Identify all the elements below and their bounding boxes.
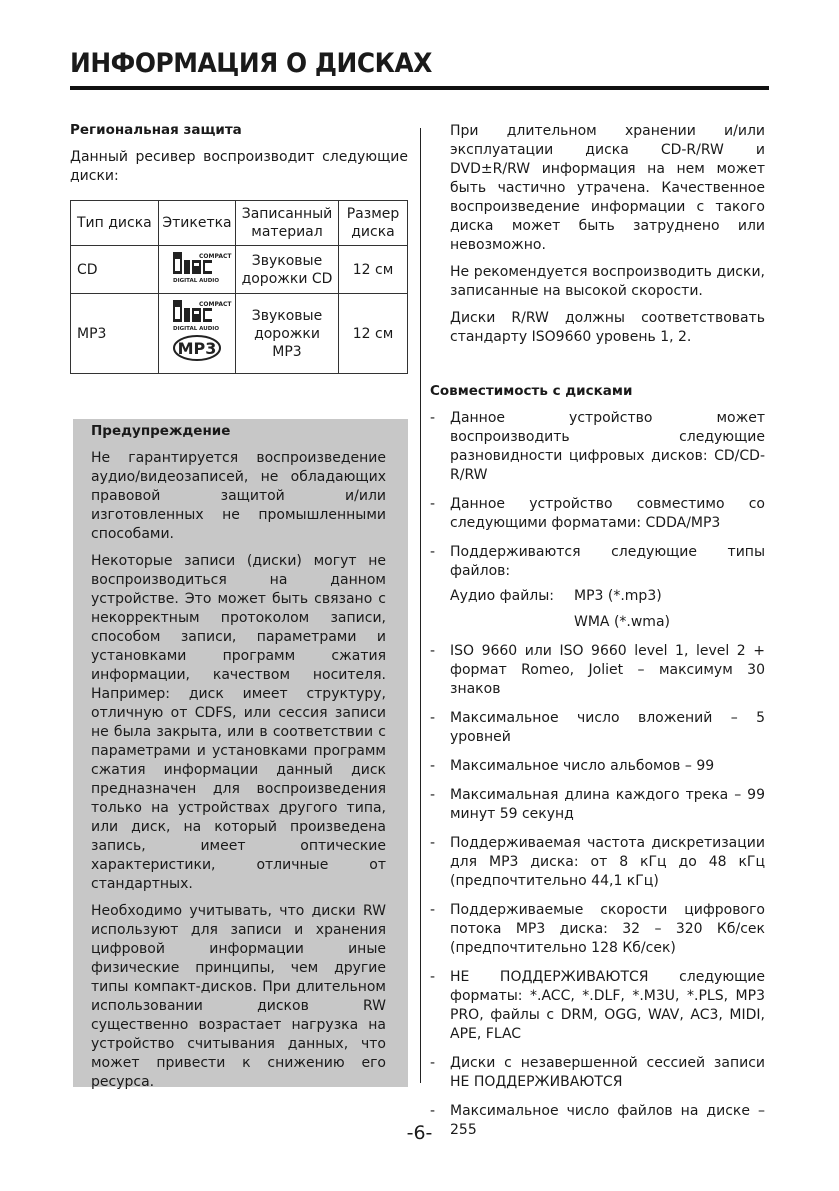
svg-text:DIGITAL AUDIO: DIGITAL AUDIO [173, 278, 220, 284]
column-divider [420, 128, 421, 1083]
cell-size: 12 см [339, 294, 408, 374]
list-item: - Данное устройство может воспроизводить следующие разновидности цифровых дисков: CD/CD-R/RW [430, 410, 765, 483]
list-item: - Поддерживаются следующие типы файлов: [430, 544, 765, 579]
compat-list [430, 409, 765, 581]
left-column [70, 122, 408, 374]
storage-note: При длительном хранении и/или эксплуатации диска CD-R/RW и DVD±R/RW информация на нем может быть частично утрачена. Качественное воспроизведение информации с такого диска может быть затруднено или невозможно. [450, 123, 765, 253]
svg-text:COMPACT: COMPACT [199, 301, 232, 308]
audio-format: WMA (*.wma) [574, 614, 670, 630]
table-row [71, 246, 408, 294]
list-item: - Данное устройство совместимо со следующими форматами: CDDA/MP3 [430, 496, 765, 531]
cell-size: 12 см [339, 246, 408, 294]
page-number: -6- [406, 1122, 433, 1144]
list-item: - НЕ ПОДДЕРЖИВАЮТСЯ следующие форматы: *.ACC, *.DLF, *.M3U, *.PLS, MP3 PRO, файлы с DRM, OGG, WAV, AC3, MIDI, APE, FLAC [430, 969, 765, 1042]
regional-heading: Региональная защита [70, 122, 242, 138]
regional-intro: Данный ресивер воспроизводит следующие диски: [70, 149, 408, 184]
cell-type: CD [71, 246, 159, 294]
right-column [430, 122, 765, 1150]
cell-label [159, 246, 236, 294]
cell-material: Звуковые дорожки CD [236, 246, 339, 294]
warning-box [73, 419, 408, 1090]
warning-heading: Предупреждение [91, 423, 231, 439]
list-item: - Поддерживаемые скорости цифрового потока MP3 диска: 32 – 320 Кб/сек (предпочтительно 128 Кб/сек) [430, 902, 765, 956]
standard-note: Диски R/RW должны соответствовать стандарту ISO9660 уровень 1, 2. [450, 310, 765, 345]
compat-list-specs [430, 642, 765, 1140]
cell-label [159, 294, 236, 374]
col-header-label: Этикетка [159, 201, 236, 246]
warning-paragraph: Необходимо учитывать, что диски RW используют для записи и хранения цифровой информации иные физические принципы, чем другие типы компакт-дисков. При длительном использовании дисков RW существенно возрастает нагрузка на устройство считывания данных, что может привести к снижению его ресурса. [91, 903, 386, 1090]
speed-note: Не рекомендуется воспроизводить диски, записанные на высокой скорости. [450, 264, 765, 299]
svg-text:MP3: MP3 [177, 339, 217, 358]
compat-heading: Совместимость с дисками [430, 383, 633, 399]
list-item: - Максимальное число файлов на диске – 255 [430, 1103, 765, 1138]
title-rule [70, 86, 769, 90]
audio-format: MP3 (*.mp3) [574, 588, 662, 604]
col-header-material: Записанный материал [236, 201, 339, 246]
col-header-size: Размер диска [339, 201, 408, 246]
list-item: - Диски с незавершенной сессией записи НЕ ПОДДЕРЖИВАЮТСЯ [430, 1055, 765, 1090]
list-item: - Максимальная длина каждого трека – 99 минут 59 секунд [430, 787, 765, 822]
cell-material: Звуковые дорожки MP3 [236, 294, 339, 374]
page-title: ИНФОРМАЦИЯ О ДИСКАХ [70, 48, 432, 79]
list-item: - ISO 9660 или ISO 9660 level 1, level 2 + формат Romeo, Joliet – максимум 30 знаков [430, 643, 765, 697]
disc-table [70, 200, 408, 374]
list-item: - Максимальное число вложений – 5 уровней [430, 710, 765, 745]
list-item: - Поддерживаемая частота дискретизации для MP3 диска: от 8 кГц до 48 кГц (предпочтительно 44,1 кГц) [430, 835, 765, 889]
svg-text:COMPACT: COMPACT [199, 253, 232, 260]
svg-text:DIGITAL AUDIO: DIGITAL AUDIO [173, 326, 220, 332]
col-header-type: Тип диска [71, 201, 159, 246]
list-item: - Максимальное число альбомов – 99 [430, 758, 715, 774]
warning-paragraph: Некоторые записи (диски) могут не воспроизводиться на данном устройстве. Это может быть связано с некорректным протоколом записи, способом записи, параметрами и установками программ сжатия информации, качеством носителя. Например: диск имеет структуру, отличную от CDFS, или сессия записи не была закрыта, или в соответствии с параметрами и установками программ сжатия информации данный диск предназначен для воспроизведения только на устройствах другого типа, или диск, на который произведена запись, имеет оптические характеристики, отличные от стандартных. [91, 553, 386, 892]
compact-disc-mp3-logo-icon [169, 298, 232, 364]
cell-type: MP3 [71, 294, 159, 374]
table-row [71, 294, 408, 374]
audio-label: Аудио файлы: [450, 588, 555, 604]
audio-formats [430, 587, 765, 632]
table-header-row [71, 201, 408, 246]
warning-paragraph: Не гарантируется воспроизведение аудио/видеозаписей, не обладающих правовой защитой и/или изготовленных не промышленными способами. [91, 450, 386, 542]
compact-disc-logo-icon [169, 250, 232, 284]
